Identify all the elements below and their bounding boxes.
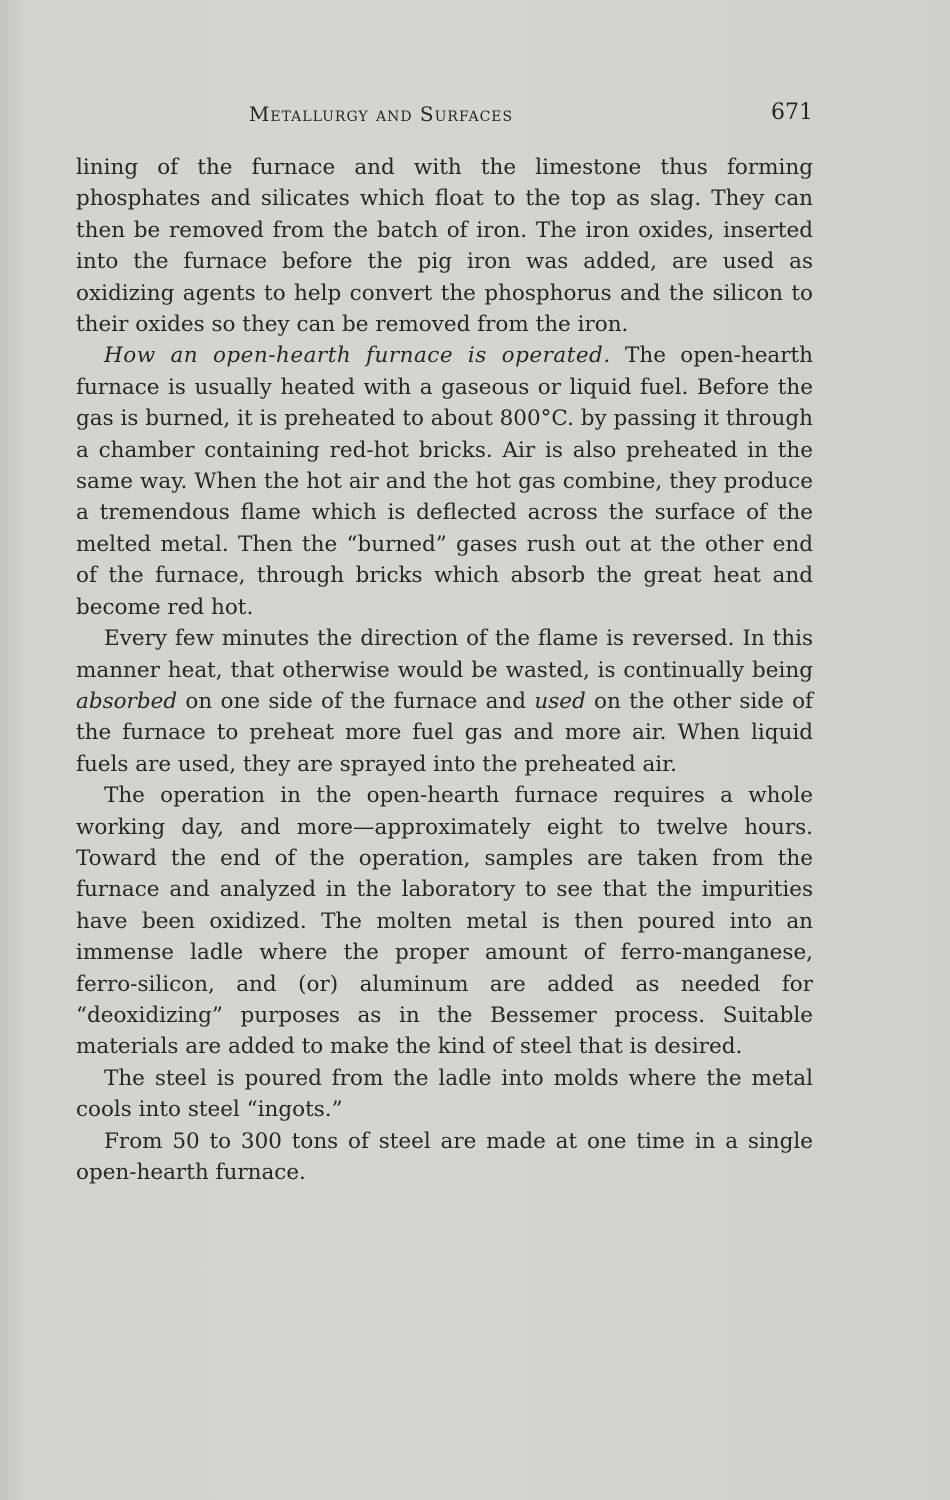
- body-text: [76, 152, 813, 1188]
- section-run-in-heading: How an open-hearth furnace is operated.: [104, 343, 611, 369]
- paragraph-text: on the other side of the furnace to preheat more fuel gas and more air. When liquid fuels are used, they are sprayed into the preheated air.: [76, 688, 814, 777]
- paragraph-flame-reversal: [76, 623, 813, 780]
- emphasis-absorbed: absorbed: [76, 688, 178, 714]
- paragraph-operation: [76, 340, 813, 623]
- paragraph-text: The open-hearth furnace is usually heated with a gaseous or liquid fuel. Before the gas is burned, it is preheated to about 800°C. by passing it through a chamber containing red-hot bricks. Air is also preheated in the same way. When the hot air and the hot gas combine, they produce a tremendous flame which is deflected across the surface of the melted metal. Then the “burned” gases rush out at the other end of the furnace, through bricks which absorb the great heat and become red hot.: [76, 343, 813, 620]
- chapter-title: Metallurgy and Surfaces: [248, 102, 514, 126]
- paragraph-text: on one side of the furnace and: [177, 688, 535, 714]
- emphasis-used: used: [534, 688, 586, 714]
- paragraph-ingots: The steel is poured from the ladle into molds where the metal cools into steel “ingots.”: [76, 1065, 813, 1123]
- paragraph-text: Every few minutes the direction of the flame is reversed. In this manner heat, that otherwise would be wasted, is continually being: [76, 626, 813, 683]
- book-page: [76, 100, 813, 1188]
- running-header: [76, 100, 813, 134]
- page-number: 671: [771, 100, 813, 125]
- paragraph-continued: lining of the furnace and with the limestone thus forming phosphates and silicates which float to the top as slag. They can then be removed from the batch of iron. The iron oxides, inserted into the furnace before the pig iron was added, are used as oxidizing agents to help convert the phosphorus and the silicon to their oxides so they can be removed from the iron.: [76, 155, 813, 338]
- paragraph-duration: The operation in the open-hearth furnace requires a whole working day, and more—approximately eight to twelve hours. Toward the end of the operation, samples are taken from the furnace and analyzed in the laboratory to see that the impurities have been oxidized. The molten metal is then poured into an immense ladle where the proper amount of ferro-manganese, ferro-silicon, and (or) aluminum are added as needed for “deoxidizing” purposes as in the Bessemer process. Suitable materials are added to make the kind of steel that is desired.: [76, 783, 813, 1060]
- paragraph-capacity: From 50 to 300 tons of steel are made at one time in a single open-hearth furnace.: [76, 1128, 813, 1185]
